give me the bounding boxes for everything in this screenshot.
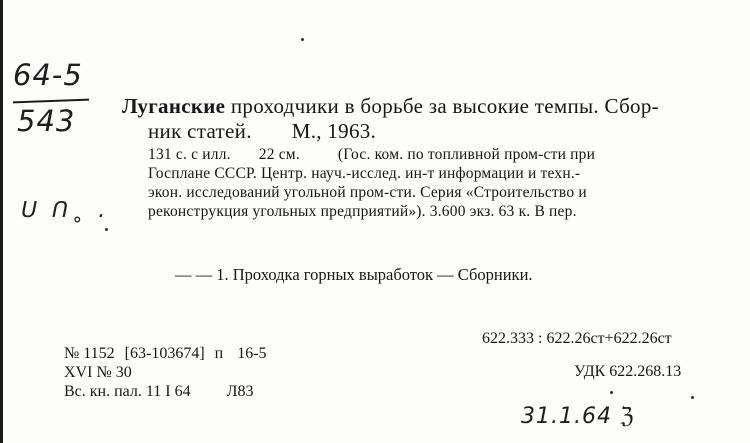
size: 22 см. [258,146,300,163]
meta-line-3 [64,383,254,401]
speck [610,391,613,394]
chamber-ref: Вс. кн. пал. 11 I 64 [64,383,191,400]
margin-scribble: ᑌ ᑎ˳ . [21,198,110,223]
record-code: 16-5 [237,345,267,362]
meta-line-2: XVI № 30 [64,364,132,381]
city-year: М., 1963. [291,119,377,143]
title-author-word: Луганские [122,94,226,118]
ref-l83: Л83 [226,383,254,400]
description-line-3: экон. исследований угольной пром-сти. Серия «Строительство и [148,184,587,201]
shelf-mark-top: 64-5 [13,58,83,92]
record-number: № 1152 [64,345,115,362]
shelf-mark-divider [13,99,89,104]
description-line-2: Госплане СССР. Центр. науч.-исслед. ин-т информации и техн.- [148,165,581,182]
meta-line-1 [64,345,267,363]
title-cont-text: ник статей. [148,119,252,143]
speck [691,396,694,399]
title-continuation [148,119,376,144]
speck [301,38,304,41]
shelf-mark-bottom: 543 [17,104,76,138]
description-line-1 [148,146,595,164]
record-bracket: [63-103674] [124,345,205,362]
record-p: п [214,345,224,362]
title-line [122,94,659,119]
description-line-4: реконструкция угольных предприятий»). 3.600 экз. 63 к. В пер. [148,203,577,220]
subject-heading: — — 1. Проходка горных выработок — Сборники. [175,265,533,284]
description-l1-tail: (Гос. ком. по топливной пром-сти при [337,146,596,163]
speck [105,228,108,231]
pages: 131 с. с илл. [148,146,231,163]
handwritten-date: 31.1.64 ℨ [521,404,635,429]
title-text: проходчики в борьбе за высокие темпы. Сбор- [225,94,659,118]
udc-code: УДК 622.268.13 [574,363,682,380]
classification-number: 622.333 : 622.26ст+622.26ст [482,330,672,347]
